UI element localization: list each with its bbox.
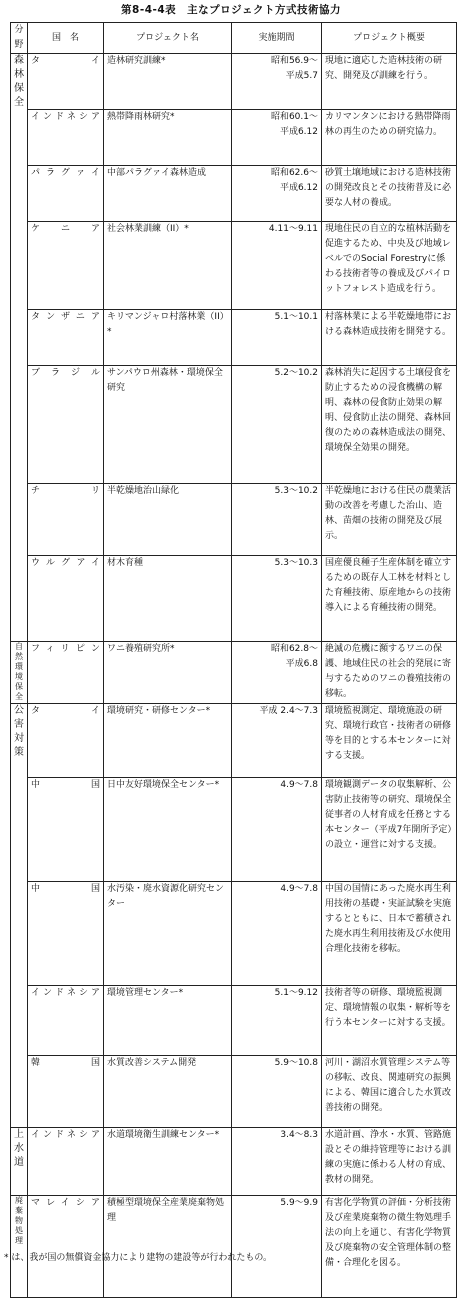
field-label: 廃棄物処理 (15, 1196, 23, 1245)
header-period: 実施期間 (232, 23, 322, 54)
project-cell (104, 882, 232, 986)
project-summary: 環境観測データの収集解析、公害防止技術等の研究、環境保全従事者の人材育成を任務とする本センター（平成7年開所予定）の設立・運営に対する支援。 (325, 780, 452, 850)
project-cell (104, 642, 232, 704)
field-cell (11, 1128, 28, 1196)
country-cell (28, 704, 104, 778)
header-field: 分野 (11, 23, 28, 54)
table-row (11, 986, 457, 1056)
project-cell (104, 778, 232, 882)
summary-cell (322, 556, 457, 642)
implementation-period: 昭和60.1～ 平成6.12 (270, 112, 318, 137)
project-name: キリマンジャロ村落林業（II）* (107, 312, 225, 337)
summary-cell (322, 1056, 457, 1128)
table-row (11, 882, 457, 986)
country-cell (28, 882, 104, 986)
country-cell (28, 1056, 104, 1128)
table-row (11, 366, 457, 484)
country-name: パラグァイ (31, 168, 100, 178)
summary-cell (322, 704, 457, 778)
country-name: 中 国 (31, 780, 100, 790)
summary-cell (322, 484, 457, 556)
project-name: ワニ養殖研究所* (107, 644, 175, 654)
project-summary: 村落林業による半乾燥地帯における森林造成技術を開発する。 (325, 312, 452, 337)
country-name: ブ ラ ジ ル (31, 368, 100, 378)
period-cell (232, 704, 322, 778)
project-cell (104, 366, 232, 484)
project-name: 環境管理センター* (107, 988, 184, 998)
project-name: 中部パラグァイ森林造成 (107, 168, 207, 178)
country-cell (28, 222, 104, 310)
field-label: 公害対策 (14, 705, 24, 758)
project-summary: カリマンタンにおける熱帯降雨林の再生のための研究協力。 (325, 112, 451, 137)
country-cell (28, 642, 104, 704)
table-row (11, 642, 457, 704)
period-cell (232, 882, 322, 986)
period-cell (232, 366, 322, 484)
project-summary: 砂質土壌地域における造林技術の開発改良とその技術普及に必要な人材の養成。 (325, 168, 452, 208)
country-cell (28, 54, 104, 110)
summary-cell (322, 882, 457, 986)
table-row (11, 222, 457, 310)
project-name: 水質改善システム開発 (107, 1058, 197, 1068)
table-row (11, 704, 457, 778)
period-cell (232, 222, 322, 310)
project-cell (104, 986, 232, 1056)
country-cell (28, 1196, 104, 1298)
field-label: 上水道 (14, 1129, 24, 1168)
implementation-period: 5.1～9.12 (274, 988, 318, 998)
period-cell (232, 1056, 322, 1128)
period-cell (232, 1128, 322, 1196)
project-name: 社会林業訓練（II）* (107, 224, 189, 234)
period-cell (232, 642, 322, 704)
summary-cell (322, 366, 457, 484)
table-row (11, 166, 457, 222)
summary-cell (322, 642, 457, 704)
project-cell (104, 110, 232, 166)
country-name: タ イ (31, 706, 100, 716)
period-cell (232, 110, 322, 166)
country-cell (28, 110, 104, 166)
table-row (11, 310, 457, 366)
country-cell (28, 1128, 104, 1196)
project-name: 材木育種 (107, 558, 144, 568)
field-label: 森林保全 (14, 55, 24, 108)
country-name: インドネシア (31, 112, 100, 122)
table-row (11, 110, 457, 166)
implementation-period: 5.3～10.3 (274, 558, 318, 568)
project-name: 熱帯降雨林研究* (107, 112, 175, 122)
table-row (11, 1128, 457, 1196)
project-cell (104, 1056, 232, 1128)
table-row (11, 778, 457, 882)
header-summary: プロジェクト概要 (322, 23, 457, 54)
implementation-period: 4.11～9.11 (268, 224, 318, 234)
project-name: サンパウロ州森林・環境保全研究 (107, 368, 223, 393)
project-name: 日中友好環境保全センター* (107, 780, 220, 790)
table-row (11, 54, 457, 110)
summary-cell (322, 54, 457, 110)
country-name: フィリピン (31, 644, 100, 654)
implementation-period: 3.4～8.3 (280, 1130, 318, 1140)
period-cell (232, 54, 322, 110)
field-cell (11, 704, 28, 1128)
project-cell (104, 310, 232, 366)
project-cell (104, 556, 232, 642)
country-cell (28, 484, 104, 556)
country-name: チ リ (31, 486, 100, 496)
project-cell (104, 1128, 232, 1196)
implementation-period: 5.2～10.2 (274, 368, 318, 378)
country-cell (28, 366, 104, 484)
project-summary: 半乾燥地における住民の農業活動の改善を考慮した治山、造林、苗畑の技術の開発及び展示。 (325, 486, 452, 541)
project-summary: 水道計画、浄水・水質、管路施設とその維持管理等における訓練の実施に係わる人材の育成、教材の開発。 (325, 1130, 452, 1185)
project-name: 半乾燥地治山緑化 (107, 486, 180, 496)
implementation-period: 4.9～7.8 (280, 780, 318, 790)
period-cell (232, 310, 322, 366)
period-cell (232, 1196, 322, 1298)
project-name: 水汚染・廃水資源化研究センター (107, 884, 225, 909)
footnote: * は、我が国の無償資金協力により建物の建設等が行われたもの。 (4, 1253, 273, 1263)
header-project: プロジェクト名 (104, 23, 232, 54)
country-name: タンザニア (31, 312, 100, 322)
implementation-period: 4.9～7.8 (280, 884, 318, 894)
country-name: 中 国 (31, 884, 100, 894)
implementation-period: 昭和56.9～ 平成5.7 (270, 56, 318, 81)
project-cell (104, 54, 232, 110)
summary-cell (322, 986, 457, 1056)
country-name: ケ ニ ア (31, 224, 100, 234)
country-cell (28, 986, 104, 1056)
project-summary: 現地に適応した造林技術の研究、開発及び訓練を行う。 (325, 56, 443, 81)
period-cell (232, 778, 322, 882)
project-cell (104, 222, 232, 310)
country-name: マレイシア (31, 1198, 100, 1208)
project-name: 積極型環境保全産業廃棄物処理 (107, 1198, 225, 1223)
project-summary: 現地住民の自立的な植林活動を促進するため、中央及び地域レベルでのSocial Forestryに係わる技術者等の養成及びパイロットフォレスト造成を行う。 (325, 224, 452, 294)
summary-cell (322, 166, 457, 222)
table-row (11, 1196, 457, 1298)
implementation-period: 平成 2.4～7.3 (259, 706, 318, 716)
project-summary: 有害化学物質の評価・分析技術及び産業廃棄物の微生物処理手法の向上を通じ、有害化学物質及び廃棄物の安全管理体制の整備・合理化を図る。 (325, 1198, 452, 1268)
country-cell (28, 778, 104, 882)
project-summary: 技術者等の研修、環境監視測定、環境情報の収集・解析等を行う本センターに対する支援。 (325, 988, 452, 1028)
implementation-period: 5.9～9.9 (280, 1198, 318, 1208)
field-label: 自然環境保全 (15, 642, 23, 701)
implementation-period: 5.1～10.1 (274, 312, 318, 322)
period-cell (232, 166, 322, 222)
summary-cell (322, 222, 457, 310)
summary-cell (322, 1196, 457, 1298)
summary-cell (322, 778, 457, 882)
field-cell (11, 1196, 28, 1298)
project-summary: 森林消失に起因する土壌侵食を防止するための浸食機構の解明、森林の侵食防止効果の解明、侵食防止法の開発、森林回復のための森林造成法の開発、環境保全効果の開発。 (325, 368, 452, 453)
country-cell (28, 166, 104, 222)
period-cell (232, 556, 322, 642)
project-summary: 中国の国情にあった廃水再生利用技術の基礎・実証試験を実施するとともに、日本で蓄積された廃水再生利用技術及び水使用合理化技術を移転。 (325, 884, 452, 954)
country-cell (28, 556, 104, 642)
implementation-period: 昭和62.8～ 平成6.8 (270, 644, 318, 669)
summary-cell (322, 310, 457, 366)
country-cell (28, 310, 104, 366)
project-name: 造林研究訓練* (107, 56, 166, 66)
country-name: インドネシア (31, 1130, 100, 1140)
country-name: 韓 国 (31, 1058, 100, 1068)
project-cell (104, 166, 232, 222)
implementation-period: 5.3～10.2 (274, 486, 318, 496)
country-name: ウルグアイ (31, 558, 100, 568)
header-country: 国 名 (28, 23, 104, 54)
header-row (11, 23, 457, 54)
project-table (10, 22, 457, 1298)
table-row (11, 484, 457, 556)
table-body (11, 54, 457, 1298)
field-cell (11, 642, 28, 704)
period-cell (232, 484, 322, 556)
table-row (11, 1056, 457, 1128)
project-cell (104, 1196, 232, 1298)
project-summary: 環境監視測定、環境施設の研究、環境行政官・技術者の研修等を目的とする本センターに対する支援。 (325, 706, 452, 761)
project-cell (104, 704, 232, 778)
country-name: タ イ (31, 56, 100, 66)
table-row (11, 556, 457, 642)
summary-cell (322, 110, 457, 166)
implementation-period: 5.9～10.8 (274, 1058, 318, 1068)
project-name: 水道環境衛生訓練センター* (107, 1130, 220, 1140)
implementation-period: 昭和62.6～ 平成6.12 (270, 168, 318, 193)
summary-cell (322, 1128, 457, 1196)
project-name: 環境研究・研修センター* (107, 706, 211, 716)
project-cell (104, 484, 232, 556)
project-summary: 絶滅の危機に瀕するワニの保護、地域住民の社会的発展に寄与するためのワニの養殖技術の移転。 (325, 644, 452, 699)
table-title: 第8-4-4表 主なプロジェクト方式技術協力 (121, 4, 341, 16)
project-summary: 国産優良種子生産体制を確立するための既存人工林を材料とした育種技術、原産地からの技術導入による育種技術の開発。 (325, 558, 452, 613)
field-cell (11, 54, 28, 642)
country-name: インドネシア (31, 988, 100, 998)
project-summary: 河川・湖沼水質管理システム等の移転、改良、関連研究の振興による、韓国に適合した水質改善技術の開発。 (325, 1058, 452, 1113)
period-cell (232, 986, 322, 1056)
